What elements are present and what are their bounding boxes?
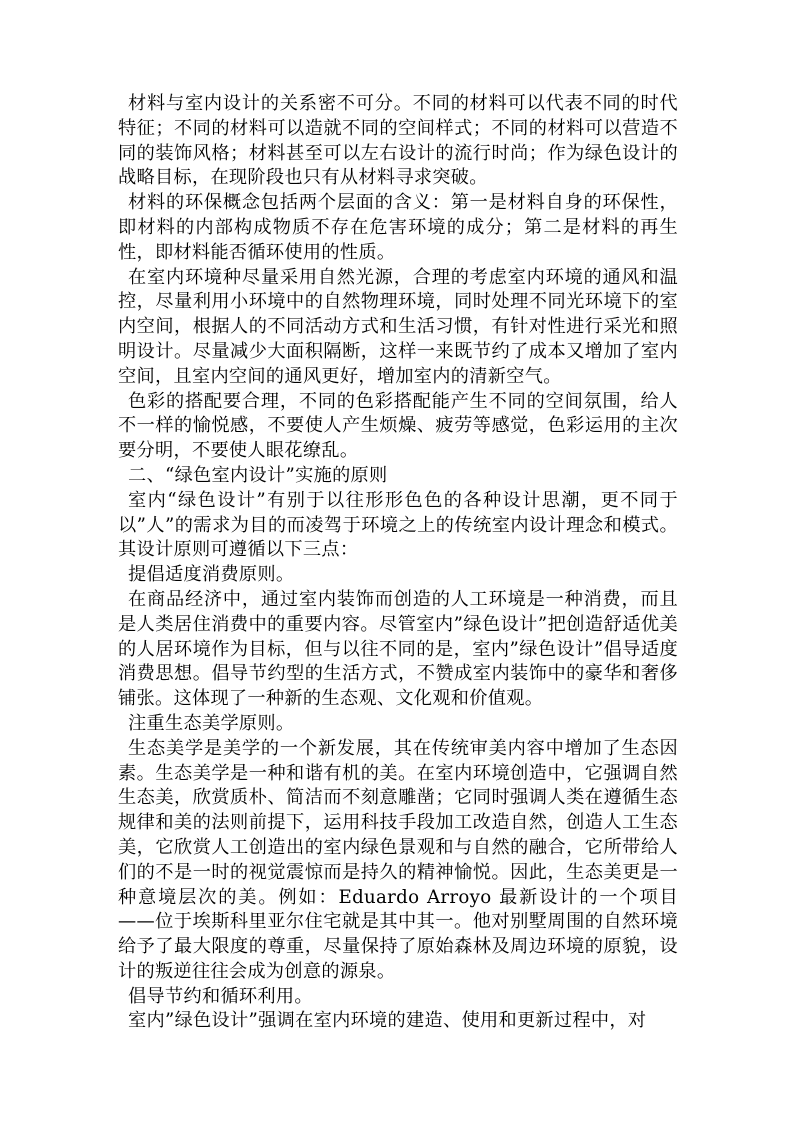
paragraph-green-design-intro: 室内“绿色设计”有别于以往形形色色的各种设计思潮，更不同于以”人”的需求为目的而凌驾于环境之上的传统室内设计理念和模式。其设计原则可遵循以下三点： bbox=[118, 489, 678, 561]
paragraph-ecological-aesthetics: 生态美学是美学的一个新发展，其在传统审美内容中增加了生态因素。生态美学是一种和谐有机的美。在室内环境创造中，它强调自然生态美，欣赏质朴、简洁而不刻意雕凿；它同时强调人类在遵循生态规律和美的法则前提下，运用科技手段加工改造自然，创造人工生态美，它欣赏人工创造出的室内绿色景观和与自然的融合，它所带给人们的不是一时的视觉震惊而是持久的精神愉悦。因此，生态美更是一种意境层次的美。例如：Eduardo Arroyo 最新设计的一个项目——位于埃斯科里亚尔住宅就是其中其一。他对别墅周围的自然环境给予了最大限度的尊重，尽量保持了原始森林及周边环境的原貌，设计的叛逆往往会成为创意的源泉。 bbox=[118, 737, 678, 982]
paragraph-moderate-consumption: 在商品经济中，通过室内装饰而创造的人工环境是一种消费，而且是人类居住消费中的重要内容。尽管室内”绿色设计”把创造舒适优美的人居环境作为目标，但与以往不同的是，室内”绿色设计”倡导适度消费思想。倡导节约型的生活方式，不赞成室内装饰中的豪华和奢侈铺张。这体现了一种新的生态观、文化观和价值观。 bbox=[118, 588, 678, 710]
principle-heading-ecological-aesthetics: 注重生态美学原则。 bbox=[128, 712, 295, 734]
paragraph-recycling: 室内”绿色设计”强调在室内环境的建造、使用和更新过程中，对 bbox=[128, 1010, 647, 1032]
document-page bbox=[118, 92, 678, 1034]
paragraph-environmental-concept: 材料的环保概念包括两个层面的含义：第一是材料自身的环保性，即材料的内部构成物质不存在危害环境的成分；第二是材料的再生性，即材料能否循环使用的性质。 bbox=[118, 192, 678, 263]
section-heading-principles: 二、“绿色室内设计”实施的原则 bbox=[128, 464, 388, 486]
paragraph-materials-relationship: 材料与室内设计的关系密不可分。不同的材料可以代表不同的时代特征；不同的材料可以造就不同的空间样式；不同的材料可以营造不同的装饰风格；材料甚至可以左右设计的流行时尚；作为绿色设计的战略目标，在现阶段也只有从材料寻求突破。 bbox=[118, 93, 678, 189]
principle-heading-recycling: 倡导节约和循环利用。 bbox=[128, 985, 313, 1007]
paragraph-natural-light: 在室内环境种尽量采用自然光源，合理的考虑室内环境的通风和温控，尽量利用小环境中的自然物理环境，同时处理不同光环境下的室内空间，根据人的不同活动方式和生活习惯，有针对性进行采光和照明设计。尽量减少大面积隔断，这样一来既节约了成本又增加了室内空间，且室内空间的通风更好，增加室内的清新空气。 bbox=[118, 266, 678, 387]
paragraph-color-matching: 色彩的搭配要合理，不同的色彩搭配能产生不同的空间氛围，给人不一样的愉悦感，不要使人产生烦燥、疲劳等感觉，色彩运用的主次要分明，不要使人眼花缭乱。 bbox=[118, 390, 678, 462]
principle-heading-moderate-consumption: 提倡适度消费原则。 bbox=[128, 564, 295, 586]
